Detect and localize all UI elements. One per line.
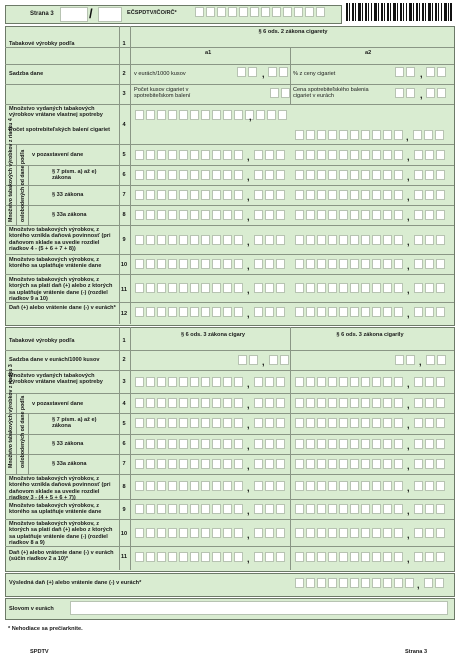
s2-b-row-6[interactable] (295, 439, 403, 449)
s2-a-row-7-comma: , (247, 461, 250, 471)
page-label: Strana 3 (30, 11, 54, 17)
s1-row4-label: Množstvo vydaných tabakových výrobkov vrátane vlastnej spotreby (9, 106, 103, 119)
s2-num-7: 7 (122, 461, 126, 467)
s1-a1-row-9-comma: , (247, 237, 250, 247)
s1-a1-row-10-dec[interactable] (254, 259, 285, 269)
s1-a2-row-6-dec[interactable] (414, 170, 445, 180)
s2-a-row-5-dec[interactable] (254, 418, 285, 428)
s2-b-row-6-comma: , (407, 441, 410, 451)
s2-row4-label: v pozastavení dane (32, 401, 84, 407)
s1-a1-row-12[interactable] (135, 307, 243, 317)
s2-a-row-10-comma: , (247, 530, 250, 540)
s2-num-4: 4 (122, 401, 126, 407)
s2-row11-label: Daň (+) alebo vrátenie dane (-) v eurách (súčin riadkov 2 a 10)* (9, 550, 114, 563)
s2-col-b: § 6 ods. 3 zákona cigarily (336, 332, 404, 338)
s1-row4-a2[interactable] (295, 130, 403, 140)
s2-a-row-4-comma: , (247, 400, 250, 410)
s1-row2-a2-boxes[interactable] (395, 67, 415, 77)
words-input[interactable] (70, 601, 448, 615)
s2-b-row-4-comma: , (407, 400, 410, 410)
s1-a2-row-9-dec[interactable] (414, 235, 445, 245)
s1-a2-row-7-comma: , (407, 192, 410, 202)
s1-a1-row-8[interactable] (135, 210, 243, 220)
s1-row2-sub2: % z ceny cigariet (293, 71, 336, 77)
result-dec[interactable] (424, 578, 444, 588)
s1-a1-row-12-dec[interactable] (254, 307, 285, 317)
s1-a2-row-10[interactable] (295, 259, 403, 269)
s2-b-row-8-dec[interactable] (414, 481, 445, 491)
s1-row4-a1[interactable] (135, 110, 254, 120)
s1-a1-row-9[interactable] (135, 235, 243, 245)
s1-num-10: 10 (120, 262, 128, 268)
s2-a-row-4[interactable] (135, 398, 243, 408)
s2-row8-label: Množstvo tabakových výrobkov, z ktorého vznikla daňová povinnosť (pri daňovom sklade sa uvedie rozdiel riadkov 3 - (4 + 5 + 6 + 7)) (9, 476, 111, 502)
s2-num-11: 11 (121, 554, 127, 560)
s1-side-label2: oslobodených od dane podľa (20, 149, 26, 222)
s2-b-row-11[interactable] (295, 552, 403, 562)
s2-a-row-9-dec[interactable] (254, 504, 285, 514)
s1-num-2: 2 (122, 71, 126, 77)
id-boxes[interactable] (195, 7, 325, 17)
footer-left: SPDTV (30, 649, 49, 655)
s2-row5-label: § 7 písm. a) až e) zákona (52, 417, 97, 430)
s1-a1-row-5-dec[interactable] (254, 150, 285, 160)
s2-a-row-2[interactable] (238, 355, 258, 365)
page-number-box-1[interactable] (60, 7, 88, 22)
s1-a2-row-12-dec[interactable] (414, 307, 445, 317)
s2-a-row-2-comma: , (262, 357, 265, 367)
s2-a-row-7[interactable] (135, 459, 243, 469)
s2-b-row-11-comma: , (407, 554, 410, 564)
s2-a-row-11[interactable] (135, 552, 243, 562)
s1-a2-row-12[interactable] (295, 307, 403, 317)
s2-b-row-9-comma: , (407, 506, 410, 516)
s1-num-12: 12 (120, 311, 128, 317)
s2-b-row-7-comma: , (407, 461, 410, 471)
s1-a1-row-11[interactable] (135, 283, 243, 293)
footer-note: * Nehodiace sa prečiarknite. (8, 626, 83, 632)
s1-a2-row-5[interactable] (295, 150, 403, 160)
s1-a2-row-9[interactable] (295, 235, 403, 245)
s2-a-row-3-comma: , (247, 379, 250, 389)
s1-a2-row-11[interactable] (295, 283, 403, 293)
s2-a-row-2-dec[interactable] (269, 355, 289, 365)
s1-a2-row-8-dec[interactable] (414, 210, 445, 220)
s1-a1-row-6-dec[interactable] (254, 170, 285, 180)
s2-row10-label: Množstvo tabakových výrobkov, z ktorých sa platí daň (+) alebo z ktorých sa uplatňuje vrátenie dane (-) (rozdiel riadkov 8 a 9) (9, 521, 113, 547)
s1-row3-a1-boxes[interactable] (270, 88, 290, 98)
s2-b-row-8-comma: , (407, 483, 410, 493)
words-label: Slovom v eurách (9, 606, 54, 612)
s2-a-row-9-comma: , (247, 506, 250, 516)
id-label: EČSPDTV/IČO/RČ* (127, 10, 177, 16)
s1-row2-a2-dec[interactable] (426, 67, 446, 77)
s1-num-7: 7 (122, 192, 126, 198)
s2-a-row-5[interactable] (135, 418, 243, 428)
s1-num-5: 5 (122, 152, 126, 158)
s2-a-row-6-dec[interactable] (254, 439, 285, 449)
s1-row4-a2-dec[interactable] (413, 130, 444, 140)
s2-side-label2: oslobodených od dane podľa (20, 395, 26, 468)
s1-row6-label: § 7 písm. a) až e) zákona (52, 169, 97, 182)
s2-row2-label: Sadzba dane v eurách/1000 kusov (9, 357, 100, 363)
s2-b-row-5-comma: , (407, 420, 410, 430)
s1-row11-label: Množstvo tabakových výrobkov, z ktorých sa platí daň (+) alebo z ktorých sa uplatňuje vrátenie dane (-) (rozdiel riadkov 9 a 10) (9, 277, 113, 303)
s1-num-9: 9 (122, 237, 126, 243)
s2-b-row-10[interactable] (295, 528, 403, 538)
s1-a2-row-10-dec[interactable] (414, 259, 445, 269)
s2-b-row-6-dec[interactable] (414, 439, 445, 449)
s1-a2-row-12-comma: , (407, 309, 410, 319)
s2-b-row-4[interactable] (295, 398, 403, 408)
s2-a-row-3[interactable] (135, 377, 243, 387)
s1-col-a1: a1 (205, 50, 212, 56)
s1-row5-label: v pozastavení dane (32, 152, 84, 158)
s2-num-5: 5 (122, 421, 126, 427)
s1-row9-label: Množstvo tabakových výrobkov, z ktorého vznikla daňová povinnosť (pri daňovom sklade sa uvedie rozdiel riadkov 4 - (5 + 6 + 7 + 8)) (9, 227, 111, 253)
s1-a2-row-11-comma: , (407, 285, 410, 295)
s2-b-row-9-dec[interactable] (414, 504, 445, 514)
s2-a-row-9[interactable] (135, 504, 243, 514)
s2-b-row-10-dec[interactable] (414, 528, 445, 538)
s2-b-row-5-dec[interactable] (414, 418, 445, 428)
s1-a2-row-11-dec[interactable] (414, 283, 445, 293)
s2-row9-label: Množstvo tabakových výrobkov, z ktorého sa uplatňuje vrátenie dane (9, 503, 102, 516)
s2-col-a: § 6 ods. 3 zákona cigary (180, 332, 246, 338)
s1-row8-label: § 33a zákona (52, 212, 87, 218)
s2-b-row-2[interactable] (395, 355, 415, 365)
s1-a1-row-7-dec[interactable] (254, 190, 285, 200)
s2-side-label: Množstvo tabakových výrobkov z riadku 3 (8, 364, 14, 468)
s2-a-row-10[interactable] (135, 528, 243, 538)
s1-num-1: 1 (122, 41, 126, 47)
s2-b-row-2-dec[interactable] (426, 355, 446, 365)
s1-side-label: Množstvo tabakových výrobkov z riadku 4 (8, 118, 14, 222)
s1-row7-label: § 33 zákona (52, 192, 84, 198)
s1-a1-row-6[interactable] (135, 170, 243, 180)
s1-a1-row-12-comma: , (247, 309, 250, 319)
s1-row3-a2-boxes[interactable] (395, 88, 415, 98)
s1-a1-row-5-comma: , (247, 152, 250, 162)
s2-b-row-7-dec[interactable] (414, 459, 445, 469)
s2-b-row-5[interactable] (295, 418, 403, 428)
s2-a-row-10-dec[interactable] (254, 528, 285, 538)
s1-a2-row-6-comma: , (407, 172, 410, 182)
s1-row3-a2-dec[interactable] (426, 88, 446, 98)
s1-title: Tabakové výrobky podľa (9, 41, 75, 47)
s1-a2-row-10-comma: , (407, 261, 410, 271)
s1-a2-row-7[interactable] (295, 190, 403, 200)
s2-b-row-3-comma: , (407, 379, 410, 389)
s1-a1-row-9-dec[interactable] (254, 235, 285, 245)
s2-num-1: 1 (122, 338, 126, 344)
barcode (346, 3, 452, 21)
s1-num-3: 3 (122, 91, 126, 97)
s2-b-row-8[interactable] (295, 481, 403, 491)
s1-a2-row-6[interactable] (295, 170, 403, 180)
s1-a1-row-11-comma: , (247, 285, 250, 295)
slash: / (89, 6, 93, 21)
result-boxes[interactable] (295, 578, 414, 588)
s2-a-row-6[interactable] (135, 439, 243, 449)
s1-row4-label2: Počet spotrebiteľských balení cigariet (9, 127, 111, 133)
s2-num-2: 2 (122, 357, 126, 363)
s1-col-header: § 6 ods. 2 zákona cigarety (258, 29, 328, 35)
s2-a-row-11-dec[interactable] (254, 552, 285, 562)
s2-row6-label: § 33 zákona (52, 441, 84, 447)
s1-row2-a1-boxes[interactable] (237, 67, 257, 77)
s1-a1-row-8-comma: , (247, 212, 250, 222)
s1-row2-sub1: v eurách/1000 kusov (134, 71, 186, 77)
s2-row3-label: Množstvo vydaných tabakových výrobkov vrátane vlastnej spotreby (9, 373, 103, 386)
s2-num-9: 9 (122, 507, 126, 513)
s1-a1-row-5[interactable] (135, 150, 243, 160)
s2-a-row-6-comma: , (247, 441, 250, 451)
s1-a1-row-7-comma: , (247, 192, 250, 202)
s1-a1-row-10-comma: , (247, 261, 250, 271)
s2-b-row-9[interactable] (295, 504, 403, 514)
s1-a1-row-10[interactable] (135, 259, 243, 269)
s2-a-row-11-comma: , (247, 554, 250, 564)
s1-num-6: 6 (122, 172, 126, 178)
s2-b-row-2-comma: , (419, 357, 422, 367)
s2-num-8: 8 (122, 484, 126, 490)
s1-a1-row-11-dec[interactable] (254, 283, 285, 293)
s1-a2-row-9-comma: , (407, 237, 410, 247)
page-number-box-2[interactable] (98, 7, 122, 22)
s2-b-row-3-dec[interactable] (414, 377, 445, 387)
s1-a1-row-6-comma: , (247, 172, 250, 182)
s1-row10-label: Množstvo tabakových výrobkov, z ktorého sa uplatňuje vrátenie dane (9, 257, 102, 270)
s1-row2-label: Sadzba dane (9, 71, 44, 77)
s2-row1-label: Tabakové výrobky podľa (9, 338, 75, 344)
s1-a1-row-8-dec[interactable] (254, 210, 285, 220)
s2-row7-label: § 33a zákona (52, 461, 87, 467)
s1-num-8: 8 (122, 212, 126, 218)
s1-row4-a1-dec[interactable] (256, 110, 287, 120)
s2-b-row-10-comma: , (407, 530, 410, 540)
s1-col-a2: a2 (365, 50, 372, 56)
s2-a-row-8-dec[interactable] (254, 481, 285, 491)
s1-row3-sub2: Cena spotrebiteľského balenia cigariet v eurách (293, 87, 369, 100)
footer-right: Strana 3 (405, 649, 428, 655)
s1-a2-row-7-dec[interactable] (414, 190, 445, 200)
s1-a2-row-5-dec[interactable] (414, 150, 445, 160)
result-label: Výsledná daň (+) alebo vrátenie dane (-) v eurách* (9, 580, 142, 586)
s1-a2-row-8[interactable] (295, 210, 403, 220)
s2-num-3: 3 (122, 379, 126, 385)
s2-b-row-7[interactable] (295, 459, 403, 469)
s2-a-row-7-dec[interactable] (254, 459, 285, 469)
s2-a-row-3-dec[interactable] (254, 377, 285, 387)
s2-b-row-11-dec[interactable] (414, 552, 445, 562)
s2-a-row-8-comma: , (247, 483, 250, 493)
s1-num-4: 4 (122, 122, 126, 128)
s1-row2-a1-dec[interactable] (268, 67, 288, 77)
s1-num-11: 11 (121, 287, 127, 293)
s2-num-6: 6 (122, 441, 126, 447)
s1-a1-row-7[interactable] (135, 190, 243, 200)
s2-a-row-5-comma: , (247, 420, 250, 430)
s1-row3-sub1: Počet kusov cigariet v spotrebiteľskom balení (134, 87, 191, 100)
s2-a-row-4-dec[interactable] (254, 398, 285, 408)
s1-a2-row-5-comma: , (407, 152, 410, 162)
s2-b-row-4-dec[interactable] (414, 398, 445, 408)
s2-a-row-8[interactable] (135, 481, 243, 491)
s2-num-10: 10 (120, 531, 128, 537)
s1-a2-row-8-comma: , (407, 212, 410, 222)
s2-b-row-3[interactable] (295, 377, 403, 387)
s1-row12-label: Daň (+) alebo vrátenie dane (-) v eurách* (9, 305, 116, 311)
